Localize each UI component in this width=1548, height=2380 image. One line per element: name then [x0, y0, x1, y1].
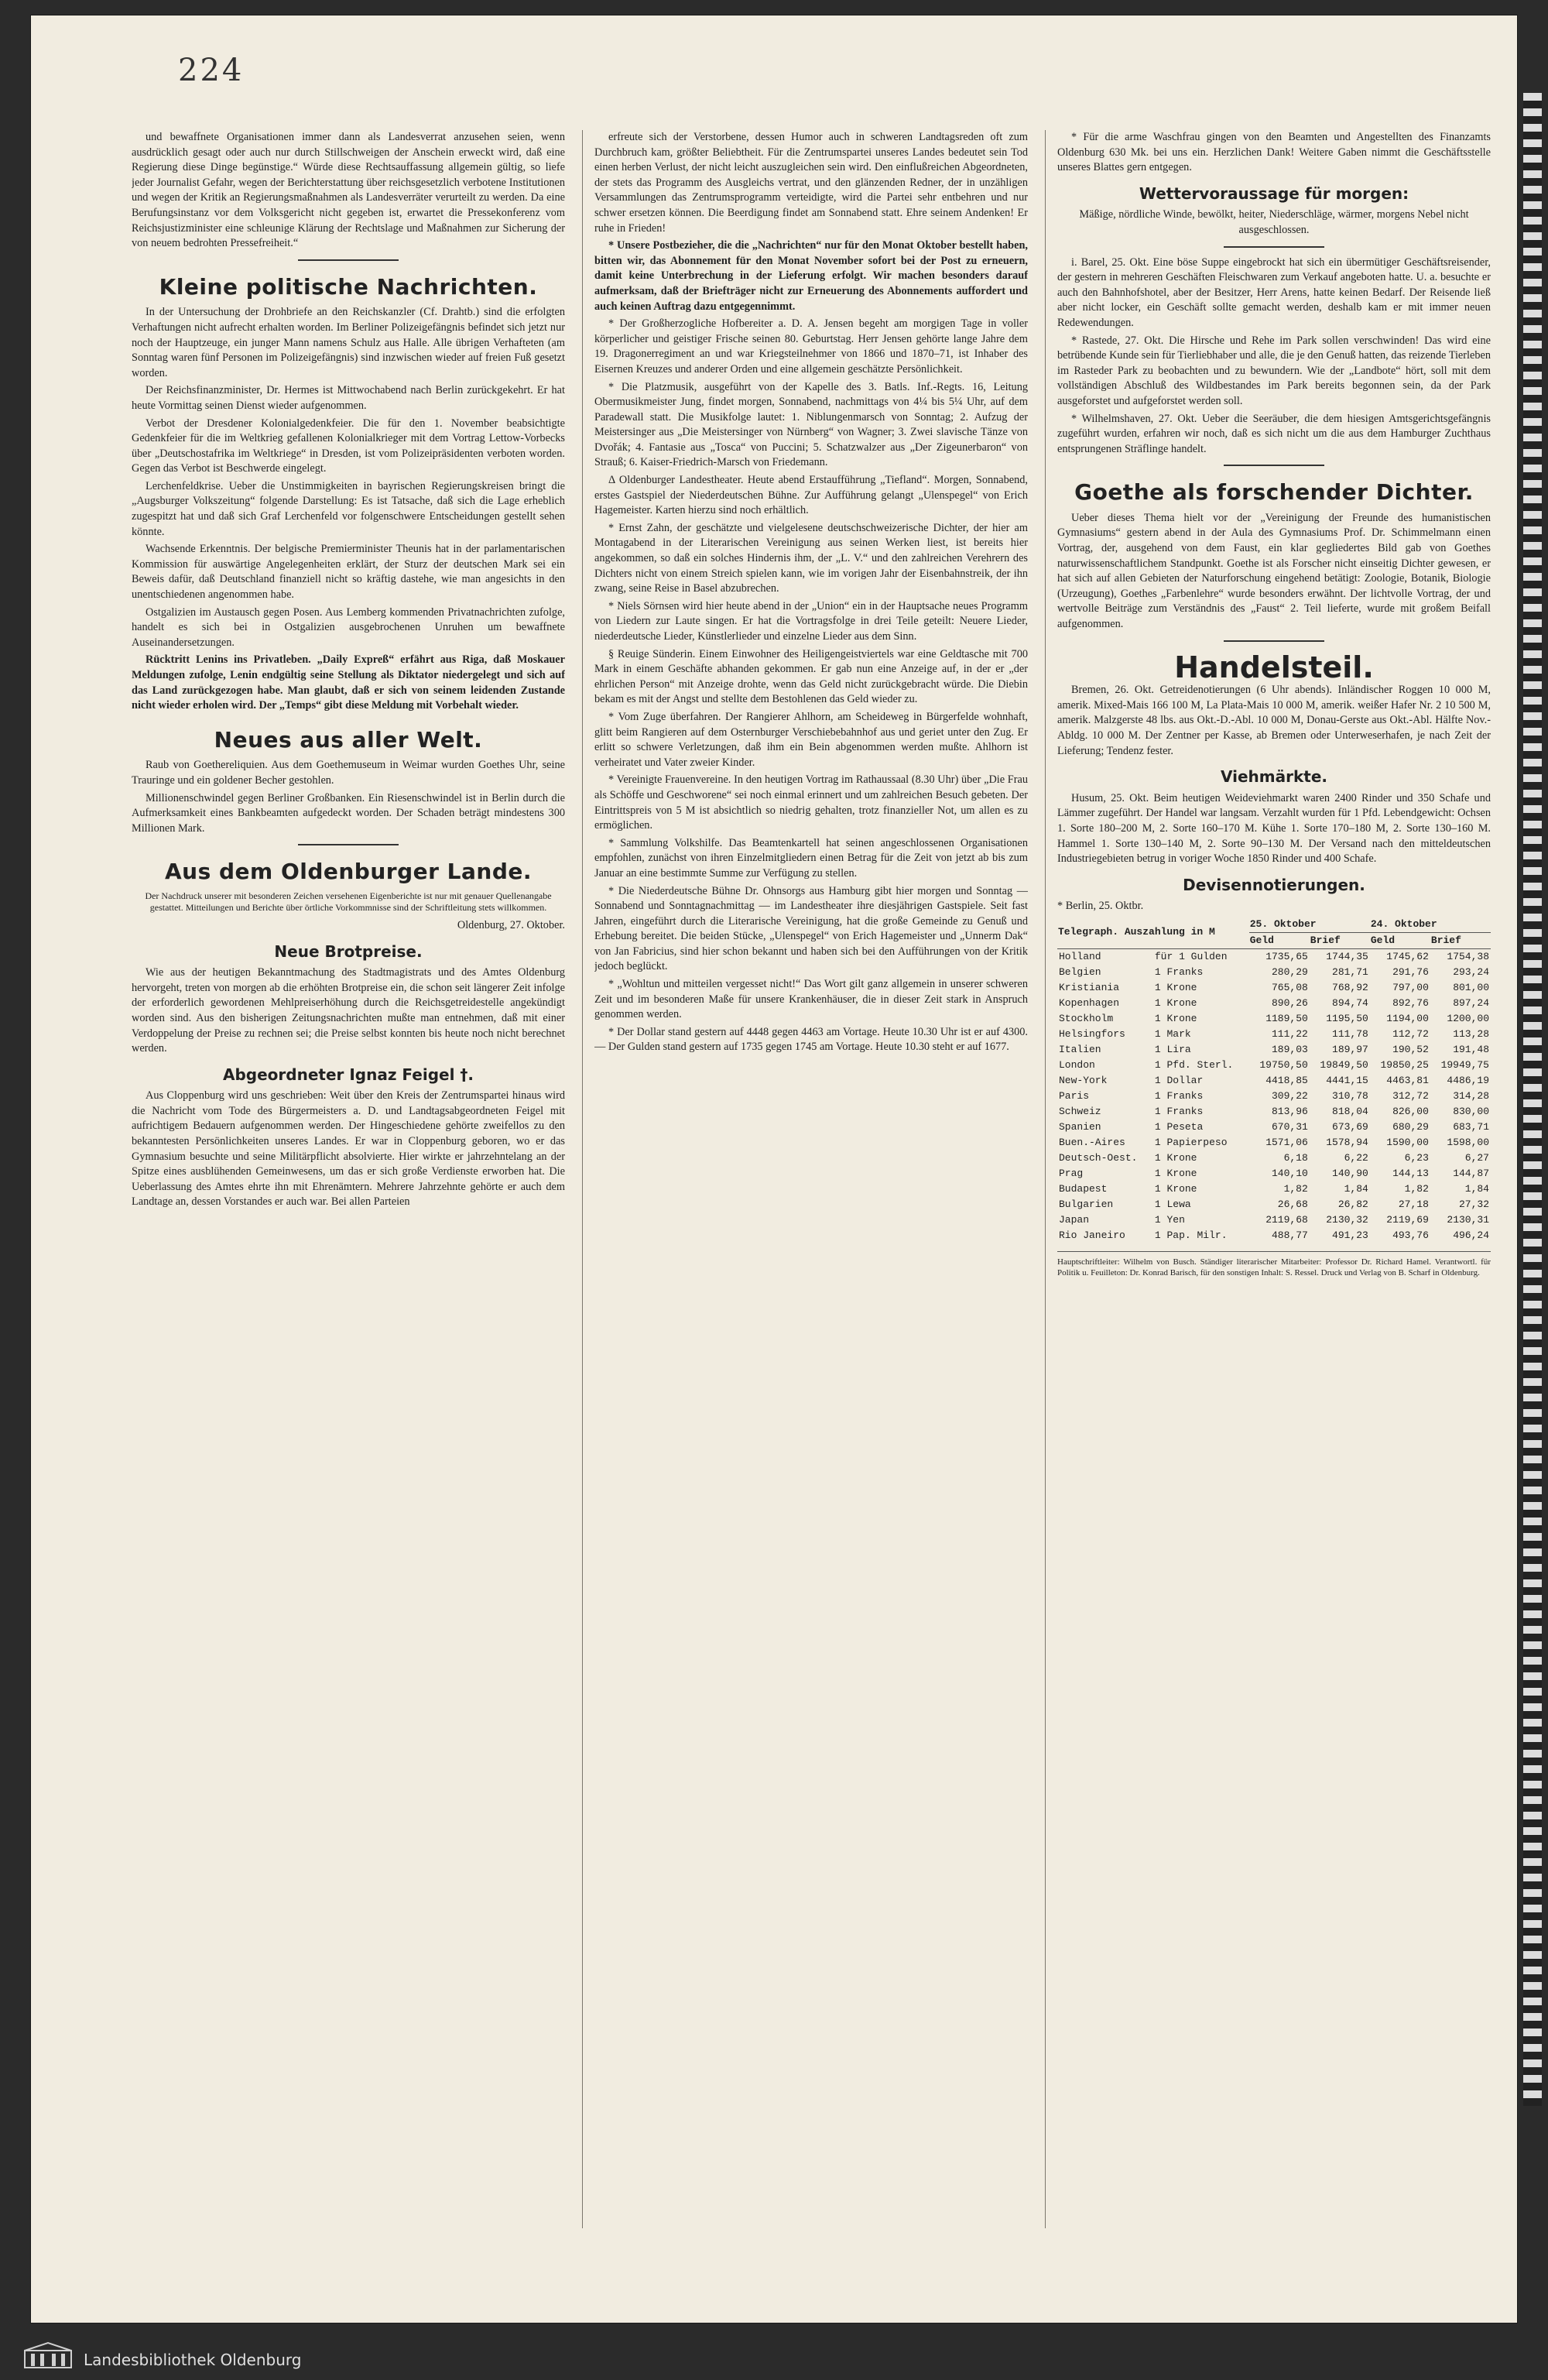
- table-cell-unit: 1 Lewa: [1154, 1198, 1191, 1210]
- section-heading-oldenburg: Aus dem Oldenburger Lande.: [164, 859, 533, 885]
- table-cell-g2: 1,82: [1404, 1182, 1429, 1195]
- table-cell-g2: 493,76: [1392, 1229, 1429, 1241]
- local-news-item: Δ Oldenburger Landestheater. Heute abend Erstaufführung „Tiefland“. Morgen, Sonnabend, erstes Gastspiel der Niederdeutschen Bühne. Zur Aufführung gelangt „Ulenspegel“ von Erich Hagemeister. Karten hierzu sind noch erhältlich.: [594, 474, 1028, 517]
- section-divider: [298, 259, 399, 261]
- table-cell-unit: 1 Krone: [1154, 1182, 1197, 1195]
- table-cell-b1: 111,78: [1332, 1027, 1368, 1040]
- table-cell-place: Italien: [1059, 1043, 1101, 1055]
- table-cell-b2: 496,24: [1453, 1229, 1489, 1241]
- article-continuation: und bewaffnete Organisationen immer dann als Landesverrat anzusehen seien, wenn ausdrücklich gesagt oder auch nur durch Stillschweigen der Anschein erweckt wird, daß eine Regierung diese Dinge begünstige.“ Würde diese Rechtsauffassung allgemein gültig, so liefe jeder Journalist Gefahr, wegen der Berichterstattung über reichsgesetzlich verbotene Institutionen und wegen der Kritik an Regierungsmaßnahmen als Landesverräter verurteilt zu werden. Da eine Berufungsinstanz vor dem Volksgericht nicht gegeben ist, erwartet die Pressekonferenz vom Reichsjustizminister eine schleunige Klärung der Rechtslage und Maßnahmen zur Sicherung der von neuem bedrohten Pressefreiheit.“: [132, 131, 565, 250]
- subheading-cattle-markets: Viehmärkte.: [1220, 767, 1327, 787]
- table-cell-g1: 2119,68: [1265, 1213, 1308, 1226]
- table-cell-b2: 2130,31: [1447, 1213, 1489, 1226]
- table-cell-unit: 1 Krone: [1154, 996, 1197, 1009]
- local-news-item: * Sammlung Volkshilfe. Das Beamtenkartell hat seinen angeschlossenen Organisationen empfohlen, zunächst von ihren Einzelmitgliedern einen Betrag für die Zeit von jetzt ab bis zum Januar an eine bestimmte Summe zur Verfügung zu stellen.: [594, 836, 1028, 880]
- page-number: 224: [178, 53, 245, 88]
- subheading-bread-prices: Neue Brotpreise.: [274, 941, 423, 961]
- table-header-geld: Geld: [1370, 932, 1430, 948]
- news-item: Wachsende Erkenntnis. Der belgische Premierminister Theunis hat in der parlamentarischen Kommission für auswärtige Angelegenheiten erklärt, der Sturz der deutschen Mark sei ein Beweis dafür, daß Deutschland finanziell nicht so kräftig dastehe, wie man angesichts in den unentschiedenen angenommen habe.: [132, 543, 565, 602]
- table-cell-b2: 19949,75: [1440, 1058, 1489, 1071]
- local-news-item: * Der Dollar stand gestern auf 4448 gegen 4463 am Vortage. Heute 10.30 Uhr ist er auf 4300. — Der Gulden stand gestern auf 1735 gegen 1745 am Vortage. Heute 10.30 steht er auf 1677.: [594, 1025, 1028, 1054]
- table-row: [1057, 1212, 1491, 1228]
- table-cell-b2: 293,24: [1453, 965, 1489, 978]
- news-item: Raub von Goethereliquien. Aus dem Goethemuseum in Weimar wurden Goethes Uhr, seine Trauringe und ein goldener Becher gestohlen.: [132, 759, 565, 787]
- table-cell-unit: 1 Mark: [1154, 1027, 1191, 1040]
- table-cell-b1: 4441,15: [1326, 1074, 1368, 1086]
- table-row: [1057, 1042, 1491, 1058]
- library-footer-bar: [0, 2332, 1548, 2380]
- weather-heading: Wettervoraussage für morgen:: [1139, 183, 1409, 203]
- table-cell-unit: 1 Yen: [1154, 1213, 1185, 1226]
- table-cell-b1: 1,84: [1344, 1182, 1368, 1195]
- table-cell-place: Buen.-Aires: [1059, 1136, 1125, 1148]
- exchange-dateline: * Berlin, 25. Oktbr.: [1057, 900, 1144, 913]
- table-cell-b2: 1,84: [1464, 1182, 1489, 1195]
- table-cell-b1: 1195,50: [1326, 1012, 1368, 1024]
- news-item: Ostgalizien im Austausch gegen Posen. Aus Lemberg kommenden Privatnachrichten zufolge, handelt es sich bei in Ostgalizien ausgebrochenen Unruhen um bewaffnete Auseinandersetzungen.: [132, 605, 565, 649]
- article-body: Wie aus der heutigen Bekanntmachung des Stadtmagistrats und des Amtes Oldenburg hervorgeht, treten von morgen ab die erhöhten Brotpreise ein, die schon seit längerer Zeit infolge der erforderlich gewordenen Mehlpreiserhöhung durch die Reichsgetreidestelle angekündigt worden sind. Aus den bisherigen Zeitungsnachrichten mußte man entnehmen, daß mit einer Verdoppelung der Preise zu rechnen sei; die Preise selbst konnten bis heute noch nicht berechnet werden.: [132, 966, 565, 1055]
- table-cell-b2: 144,87: [1453, 1167, 1489, 1179]
- table-cell-b2: 1200,00: [1447, 1012, 1489, 1024]
- regional-news-item: * Wilhelmshaven, 27. Okt. Ueber die Seeräuber, die dem hiesigen Amtsgerichtsgefängnis zugeführt wurden, erfahren wir noch, daß es sich nicht um die aus dem Hamburger Zuchthaus entsprungenen Sträflinge handelt.: [1057, 412, 1491, 455]
- table-row: [1057, 1197, 1491, 1212]
- table-cell-g2: 1745,62: [1386, 950, 1429, 962]
- table-cell-b1: 310,78: [1332, 1089, 1368, 1102]
- table-cell-b2: 1598,00: [1447, 1136, 1489, 1148]
- table-cell-b1: 768,92: [1332, 981, 1368, 993]
- table-cell-b1: 189,97: [1332, 1043, 1368, 1055]
- table-cell-g2: 1194,00: [1386, 1012, 1429, 1024]
- article-body: Aus Cloppenburg wird uns geschrieben: Weit über den Kreis der Zentrumspartei hinaus wird die Nachricht vom Tode des Bürgermeisters a. D. und Landtagsabgeordneten Feigel mit aufrichtigem Bedauern aufgenommen werden. Der Hingeschiedene gehörte zweifellos zu den bekanntesten Persönlichkeiten unseres Landes. Er war in Cloppenburg geboren, wo er das Gymnasium besuchte und seine Militärpflicht absolvierte. Hier wirkte er jahrzehntelang an der Spitze eines ausblühenden Gemeinwesens, um das er sich große Verdienste erworben hat. Die Ueberlassung des Amtes ehrte ihn mit Ehrenämtern. Mehrere Jahrzehnte gehörte er auch dem Landtage an, dessen Vorstandes er auch war. Bei allen Parteien: [132, 1089, 565, 1209]
- table-cell-b1: 2130,32: [1326, 1213, 1368, 1226]
- table-cell-place: Japan: [1059, 1213, 1090, 1226]
- table-header-date-2: 24. Oktober: [1370, 917, 1491, 933]
- subheading-exchange-rates: Devisennotierungen.: [1183, 875, 1365, 894]
- local-news-item: * Für die arme Waschfrau gingen von den Beamten und Angestellten des Finanzamts Oldenburg 630 Mk. bei uns ein. Herzlichen Dank! Weitere Gaben nimmt die Geschäftsstelle unseres Blattes gern entgegen.: [1057, 131, 1491, 174]
- table-cell-unit: 1 Krone: [1154, 981, 1197, 993]
- news-item: Millionenschwindel gegen Berliner Großbanken. Ein Riesenschwindel ist in Berlin durch die Aufmerksamkeit eines Bankbeamten aufgedeckt worden. Der Schaden beträgt mindestens 300 Millionen Mark.: [132, 791, 565, 835]
- cattle-market-report: Husum, 25. Okt. Beim heutigen Weideviehmarkt waren 2400 Rinder und 350 Schafe und Lämmer zugeführt. Der Handel war langsam. Verzahlt wurden für 1 Pfd. Lebendgewicht: Ochsen 1. Sorte 180–200 M, 2. Sorte 160–170 M. Kühe 1. Sorte 170–180 M, 2. Sorte 130–160 M. Hammel 1. Sorte 130–140 M, 2. Sorte 90–130 M. Der Versand nach den mitteldeutschen Industriegebieten betrug in voriger Woche 1850 Rinder und 400 Schafe.: [1057, 791, 1491, 866]
- table-cell-g1: 1189,50: [1265, 1012, 1308, 1024]
- table-cell-b2: 4486,19: [1447, 1074, 1489, 1086]
- table-cell-g1: 1735,65: [1265, 950, 1308, 962]
- column-2: [594, 130, 1028, 2221]
- table-cell-g1: 6,18: [1283, 1151, 1308, 1164]
- table-cell-g1: 1,82: [1283, 1182, 1308, 1195]
- table-cell-place: Kopenhagen: [1059, 996, 1120, 1009]
- table-cell-place: Prag: [1059, 1167, 1084, 1179]
- section-heading-goethe: Goethe als forschender Dichter.: [1074, 479, 1474, 506]
- exchange-rate-table: [1057, 917, 1491, 1243]
- table-cell-b2: 27,32: [1458, 1198, 1489, 1210]
- table-row: [1057, 1089, 1491, 1104]
- table-cell-unit: 1 Krone: [1154, 1167, 1197, 1179]
- table-cell-g1: 26,68: [1277, 1198, 1308, 1210]
- table-cell-g1: 813,96: [1271, 1105, 1308, 1117]
- table-cell-unit: für 1 Gulden: [1154, 950, 1228, 962]
- table-cell-g1: 280,29: [1271, 965, 1308, 978]
- table-cell-place: Spanien: [1059, 1120, 1101, 1133]
- library-building-icon: [23, 2341, 73, 2369]
- table-cell-place: Deutsch-Oest.: [1059, 1151, 1138, 1164]
- table-cell-g1: 111,22: [1271, 1027, 1308, 1040]
- table-cell-unit: 1 Dollar: [1154, 1074, 1204, 1086]
- table-row: [1057, 1104, 1491, 1120]
- table-cell-g1: 670,31: [1271, 1120, 1308, 1133]
- table-cell-g1: 140,10: [1271, 1167, 1308, 1179]
- table-cell-place: Bulgarien: [1059, 1198, 1114, 1210]
- table-cell-g1: 1571,06: [1265, 1136, 1308, 1148]
- section-heading-trade: Handelsteil.: [1174, 650, 1374, 684]
- table-header-brief: Brief: [1310, 932, 1370, 948]
- table-cell-g1: 309,22: [1271, 1089, 1308, 1102]
- local-news-item: * Unsere Postbezieher, die die „Nachrichten“ nur für den Monat Oktober bestellt haben, bitten wir, das Abonnement für den Monat November sofort bei der Post zu erneuern, damit keine Unterbrechung in der Lieferung erfolgt. Wir machen besonders darauf aufmerksam, daß der Briefträger nicht zur Erneuerung des Abonnements auffordert und auch keinen Auftrag dazu entgegennimmt.: [594, 239, 1028, 313]
- table-cell-g1: 488,77: [1271, 1229, 1308, 1241]
- section-heading-world: Neues aus aller Welt.: [214, 726, 483, 753]
- table-cell-b1: 673,69: [1332, 1120, 1368, 1133]
- section-divider: [1224, 246, 1324, 248]
- local-news-item: * Vom Zuge überfahren. Der Rangierer Ahlhorn, am Scheideweg in Bürgerfelde wohnhaft, glitt beim Rangieren auf dem Osternburger Verschiebebahnhof aus und geriet unter den Zug. Er erlitt so schwere Verletzungen, daß ihm ein Bein abgenommen werden mußte. Ahlhorn ist verheiratet und Vater zweier Kinder.: [594, 710, 1028, 769]
- table-row: [1057, 980, 1491, 996]
- weather-forecast: Mäßige, nördliche Winde, bewölkt, heiter, Niederschläge, wärmer, morgens Nebel nicht ausgeschlossen.: [1079, 208, 1469, 236]
- table-cell-unit: 1 Franks: [1154, 965, 1204, 978]
- table-cell-unit: 1 Krone: [1154, 1012, 1197, 1024]
- table-cell-b1: 26,82: [1337, 1198, 1368, 1210]
- column-divider: [582, 130, 583, 2228]
- scan-color-ruler: [1523, 93, 1542, 2106]
- table-row: [1057, 1166, 1491, 1181]
- table-cell-g2: 144,13: [1392, 1167, 1429, 1179]
- table-cell-unit: 1 Papierpeso: [1154, 1136, 1228, 1148]
- news-item: In der Untersuchung der Drohbriefe an den Reichskanzler (Cf. Drahtb.) sind die erfolgten Verhaftungen nicht aufrecht erhalten worden. Im Berliner Polizeigefängnis befindet sich jetzt nur noch der Hauptzeuge, ein junger Mann namens Schulz aus Halle. Alle übrigen Verhafteten (am Sonntag waren fünf Personen im Polizeigefängnis) sind inzwischen wieder auf freien Fuß gesetzt worden.: [132, 306, 565, 379]
- table-row: [1057, 948, 1491, 965]
- news-item: Verbot der Dresdener Kolonialgedenkfeier. Die für den 1. November beabsichtigte Gedenkfeier für die im Weltkrieg gefallenen Kolonialkrieger mit dem Vortrag Lettow-Vorbecks über „Deutschostafrika im Weltkriege“ in Dresden, ist vom Polizeipräsidenten verboten worden. Gegen das Verbot ist Beschwerde eingelegt.: [132, 417, 565, 475]
- table-cell-g1: 189,03: [1271, 1043, 1308, 1055]
- column-1: [132, 130, 565, 2182]
- table-cell-place: Helsingfors: [1059, 1027, 1125, 1040]
- table-row: [1057, 1151, 1491, 1166]
- table-cell-place: Kristiania: [1059, 981, 1120, 993]
- table-cell-place: Belgien: [1059, 965, 1101, 978]
- table-header-date-1: 25. Oktober: [1249, 917, 1370, 933]
- table-cell-unit: 1 Pap. Milr.: [1154, 1229, 1228, 1241]
- imprint: Hauptschriftleiter: Wilhelm von Busch. Ständiger literarischer Mitarbeiter: Professor Dr. Richard Hamel. Verantwortl. für Politik u. Feuilleton: Dr. Konrad Barisch, für den sonstigen Inhalt: S. Ressel. Druck und Verlag von B. Scharf in Oldenburg.: [1057, 1251, 1491, 1278]
- table-cell-g2: 1590,00: [1386, 1136, 1429, 1148]
- local-news-item: erfreute sich der Verstorbene, dessen Humor auch in schweren Landtagsreden oft zum Durchbruch kam, größter Beliebtheit. Für die Zentrumspartei unseres Landes bedeutet sein Tod einen herben Verlust, der nicht leicht auszugleichen sein wird. Den einflußreichen Abgeordneten, der stets das Programm des Ausgleichs vertrat, und den glänzenden Redner, der in unzähligen Versammlungen das Zentrumsprogramm verteidigte, wird die Partei sehr entbehren und nur schwer ersetzen können. Die Beerdigung findet am Sonnabend statt. Ehre seinem Andenken! Er ruhe in Frieden!: [594, 131, 1028, 235]
- regional-news-item: i. Barel, 25. Okt. Eine böse Suppe eingebrockt hat sich ein übermütiger Geschäftsreisender, der gestern in mehreren Geschäften Fleischwaren zum Verkauf angeboten hatte. U. a. besuchte er auch den Bahnhofshotel, aber der Besitzer, Herr Arens, hatte keinen Bedarf. Der Reisende ließ aber nicht locker, ein Geschäft sollte gemacht werden, deshalb kam er mit immer neuen Redewendungen.: [1057, 255, 1491, 329]
- table-cell-g2: 19850,25: [1380, 1058, 1429, 1071]
- table-cell-b1: 491,23: [1332, 1229, 1368, 1241]
- column-divider: [1045, 130, 1046, 2228]
- table-row: [1057, 1181, 1491, 1197]
- article-body: Ueber dieses Thema hielt vor der „Vereinigung der Freunde des humanistischen Gymnasiums“ gestern abend in der Aula des Gymnasiums Prof. Dr. Schimmelmann einen Vortrag, der, ausgehend von dem Faust, ein klar gegliedertes Bild gab von Goethes naturwissenschaftlichem Standpunkt. Goethe ist als Forscher nicht einseitig Dichter gewesen, er hat sich auf allen Gebieten der Naturforschung eingehend betätigt: Zoologie, Botanik, Biologie (Urzeugung), Goethes „Farbenlehre“ wurde besonders erwähnt. Der lichtvolle Vortrag, der und wertvolle Beiträge zum Verständnis des „Faust“ 2. Teil lieferte, wurde mit großem Beifall aufgenommen.: [1057, 511, 1491, 631]
- dateline: Oldenburg, 27. Oktober.: [457, 918, 565, 931]
- table-cell-place: New-York: [1059, 1074, 1108, 1086]
- table-cell-place: Rio Janeiro: [1059, 1229, 1125, 1241]
- table-cell-g1: 765,08: [1271, 981, 1308, 993]
- table-cell-unit: 1 Peseta: [1154, 1120, 1204, 1133]
- local-news-item: * Niels Sörnsen wird hier heute abend in der „Union“ ein in der Hauptsache neues Programm von Liedern zur Laute singen. Er hat die Vortragsfolge in drei Teile geteilt: Neuere Lieder, niederdeutsche Lieder, Künstlerlieder und einzelne Lieder aus dem Sinn.: [594, 599, 1028, 643]
- local-news-item: * Ernst Zahn, der geschätzte und vielgelesene deutschschweizerische Dichter, der hier am Montagabend in der Literarischen Vereinigung aus seinen Werken liest, ist bereits hier angekommen, so daß ein solches Hindernis ihm, der „L. V.“ und den zahlreichen Verehrern des Dichters nicht von einem Streich spielen kann, wie im vorigen Jahr der Eisenbahnstreik, der ihn zwang, seine Reise in Basel abzubrechen.: [594, 521, 1028, 595]
- table-cell-place: Holland: [1059, 950, 1101, 962]
- grain-prices: Bremen, 26. Okt. Getreidenotierungen (6 Uhr abends). Inländischer Roggen 10 000 M, amerik. Mixed-Mais 166 100 M, La Plata-Mais 10 000 M, amerik. weißer Hafer Nr. 2 10 500 M, amerik. Malzgerste 48 lbs. aus Okt.-D.-Abl. 10 000 M, Donau-Gerste aus Okt.-Abl. Hälfte Nov.-Abldg. 10 000 M. Der Zentner per Kasse, ab Bremen oder Unterweserhafen, je nach Zeit der Lieferung; Tendenz fester.: [1057, 684, 1491, 757]
- table-cell-b2: 801,00: [1453, 981, 1489, 993]
- table-row: [1057, 1027, 1491, 1042]
- table-cell-place: London: [1059, 1058, 1095, 1071]
- local-news-item: § Reuige Sünderin. Einem Einwohner des Heiligengeistviertels war eine Geldtasche mit 700 Mark in einem Geschäfte abhanden gekommen. Er gab nun eine Anzeige auf, in der er „der ehrlichen Person“ mit Anzeige drohte, wenn das Geld nicht zurückgebracht würde. Die Diebin bekam es mit der Angst und stellte dem Bestohlenen das Geld wieder zu.: [594, 647, 1028, 706]
- section-divider: [298, 844, 399, 845]
- table-cell-b1: 818,04: [1332, 1105, 1368, 1117]
- table-cell-g2: 797,00: [1392, 981, 1429, 993]
- table-cell-b2: 897,24: [1453, 996, 1489, 1009]
- table-header-geld: Geld: [1249, 932, 1310, 948]
- table-cell-unit: 1 Lira: [1154, 1043, 1191, 1055]
- table-cell-g2: 892,76: [1392, 996, 1429, 1009]
- column-3: [1057, 130, 1491, 2221]
- table-cell-g2: 826,00: [1392, 1105, 1429, 1117]
- subheading-obituary: Abgeordneter Ignaz Feigel †.: [222, 1065, 474, 1084]
- local-news-item: * „Wohltun und mitteilen vergesset nicht!“ Das Wort gilt ganz allgemein in unserer schweren Zeit und im besonderen Maße für unsere Krankenhäuser, die in dieser Zeit stark in Anspruch genommen werden.: [594, 978, 1028, 1021]
- table-cell-g2: 27,18: [1398, 1198, 1429, 1210]
- table-cell-g2: 6,23: [1404, 1151, 1429, 1164]
- table-row: [1057, 1135, 1491, 1151]
- table-cell-place: Budapest: [1059, 1182, 1108, 1195]
- table-cell-g1: 4418,85: [1265, 1074, 1308, 1086]
- news-item: Der Reichsfinanzminister, Dr. Hermes ist Mittwochabend nach Berlin zurückgekehrt. Er hat heute Vormittag seinen Dienst wieder aufgenommen.: [132, 384, 565, 412]
- table-cell-b1: 19849,50: [1320, 1058, 1368, 1071]
- table-cell-b1: 1744,35: [1326, 950, 1368, 962]
- table-cell-b2: 1754,38: [1447, 950, 1489, 962]
- local-news-item: * Die Niederdeutsche Bühne Dr. Ohnsorgs aus Hamburg gibt hier morgen und Sonntag — Sonnabend und Sonntagnachmittag — im Landestheater ihre diesjährigen Gastspiele. Seit fast Jahren, eingeführt durch die Literarische Vereinigung, hat die große Gemeinde zu Genuß und Erhebung bereitet. Die beiden Stücke, „Ulenspegel“ von Erich Hagemeister und „Unnerm Dak“ von Jan Fabricius, sind hier schon bekannt und haben sich bei den Aufführungen von der Kritik jedoch beglückt.: [594, 884, 1028, 973]
- table-cell-b1: 1578,94: [1326, 1136, 1368, 1148]
- section-divider: [1224, 465, 1324, 466]
- table-cell-b2: 113,28: [1453, 1027, 1489, 1040]
- section-divider: [1224, 640, 1324, 642]
- table-row: [1057, 1120, 1491, 1135]
- table-cell-g2: 291,76: [1392, 965, 1429, 978]
- table-cell-unit: 1 Franks: [1154, 1089, 1204, 1102]
- table-cell-b2: 6,27: [1464, 1151, 1489, 1164]
- table-row: [1057, 1228, 1491, 1243]
- news-item: Rücktritt Lenins ins Privatleben. „Daily Expreß“ erfährt aus Riga, daß Moskauer Meldungen zufolge, Lenin endgültig seine Stellung als Diktator niedergelegt und sich auf das Land zurückgezogen habe. Man glaubt, daß er sich von seinem leidenden Zustande nicht wieder erholen wird. Der „Temps“ gibt diese Meldung mit Vorbehalt wieder.: [132, 653, 565, 712]
- table-cell-g2: 112,72: [1392, 1027, 1429, 1040]
- table-cell-b2: 314,28: [1453, 1089, 1489, 1102]
- table-cell-b1: 140,90: [1332, 1167, 1368, 1179]
- table-cell-g2: 312,72: [1392, 1089, 1429, 1102]
- table-cell-unit: 1 Franks: [1154, 1105, 1204, 1117]
- table-cell-b1: 894,74: [1332, 996, 1368, 1009]
- table-cell-place: Stockholm: [1059, 1012, 1114, 1024]
- table-row: [1057, 965, 1491, 980]
- table-cell-b2: 830,00: [1453, 1105, 1489, 1117]
- table-cell-g2: 680,29: [1392, 1120, 1429, 1133]
- exchange-rate-rows: [1057, 948, 1491, 1243]
- table-cell-unit: 1 Krone: [1154, 1151, 1197, 1164]
- table-row: [1057, 1073, 1491, 1089]
- local-news-item: * Der Großherzogliche Hofbereiter a. D. A. Jensen begeht am morgigen Tage in voller körperlicher und geistiger Frische seinen 80. Geburtstag. Herr Jensen gehörte lange Jahre dem 19. Dragonerregiment an und war Kriegsteilnehmer von 1866 und 1870–71, ist Inhaber des Eisernen Kreuzes und anderer Orden und eine allgemein geschätzte Persönlichkeit.: [594, 317, 1028, 376]
- reprint-note: Der Nachdruck unserer mit besonderen Zeichen versehenen Eigenberichte ist nur mit genauer Quellenangabe gestattet. Mitteilungen und Berichte über örtliche Vorkommnisse sind der Schriftleitung stets willkommen.: [145, 890, 552, 913]
- library-name: Landesbibliothek Oldenburg: [84, 2351, 302, 2369]
- table-cell-b2: 191,48: [1453, 1043, 1489, 1055]
- table-cell-g2: 190,52: [1392, 1043, 1429, 1055]
- section-heading-politics: Kleine politische Nachrichten.: [159, 273, 538, 300]
- table-header-brief: Brief: [1430, 932, 1491, 948]
- local-news-item: * Vereinigte Frauenvereine. In den heutigen Vortrag im Rathaussaal (8.30 Uhr) über „Die Frau als Schöffe und Geschworene“ sei noch einmal erinnert und um zahlreichen Besuch gebeten. Der Eintrittspreis von 5 M ist absichtlich so niedrig gehalten, trotz finanzieller Not, um allen es zu ermöglichen.: [594, 773, 1028, 832]
- table-cell-b1: 6,22: [1344, 1151, 1368, 1164]
- regional-news-item: * Rastede, 27. Okt. Die Hirsche und Rehe im Park sollen verschwinden! Das wird eine betrübende Kunde sein für Tierliebhaber und alle, die je den Genuß hatten, das reizende Tierleben im Rasteder Park zu beobachten und zu bewundern. Wie der „Landbote“ hört, soll mit dem vollständigen Abschluß des Wildbestandes im Park bereits begonnen sein, da der Park ausgeforstet und aufgeforstet werden soll.: [1057, 334, 1491, 407]
- table-header-label: Telegraph. Auszahlung in M: [1057, 917, 1249, 949]
- table-cell-g2: 2119,69: [1386, 1213, 1429, 1226]
- news-item: Lerchenfeldkrise. Ueber die Unstimmigkeiten in bayrischen Regierungskreisen bringt die „Augsburger Volkszeitung“ folgende Darstellung: Es ist Tatsache, daß sich die Lage erheblich zugespitzt hat und daß sich Graf Lerchenfeld vor folgenschwere Entscheidungen gestellt sehen könnte.: [132, 479, 565, 538]
- table-cell-g2: 4463,81: [1386, 1074, 1429, 1086]
- table-cell-g1: 19750,50: [1259, 1058, 1308, 1071]
- table-cell-b1: 281,71: [1332, 965, 1368, 978]
- table-row: [1057, 1058, 1491, 1073]
- table-row: [1057, 1011, 1491, 1027]
- local-news-item: * Die Platzmusik, ausgeführt von der Kapelle des 3. Batls. Inf.-Regts. 16, Leitung Obermusikmeister Jung, findet morgen, Sonnabend, nachmittags von 4¼ bis 5¼ Uhr, auf dem Paradewall statt. Die Musikfolge lautet: 1. Niblungenmarsch von Sonntag; 2. Aufzug der Meistersinger aus „Die Meistersinger von Nürnberg“ von Wagner; 3. Zwei slavische Tänze von Dvořák; 4. Fantasie aus „Tosca“ von Puccini; 5. Schatzwalzer aus „Der Zigeunerbaron“ von Strauß; 6. Kaiser-Friedrich-Marsch von Friedemann.: [594, 380, 1028, 469]
- table-row: [1057, 996, 1491, 1011]
- table-cell-b2: 683,71: [1453, 1120, 1489, 1133]
- table-cell-unit: 1 Pfd. Sterl.: [1154, 1058, 1234, 1071]
- table-cell-g1: 890,26: [1271, 996, 1308, 1009]
- table-cell-place: Schweiz: [1059, 1105, 1101, 1117]
- table-cell-place: Paris: [1059, 1089, 1090, 1102]
